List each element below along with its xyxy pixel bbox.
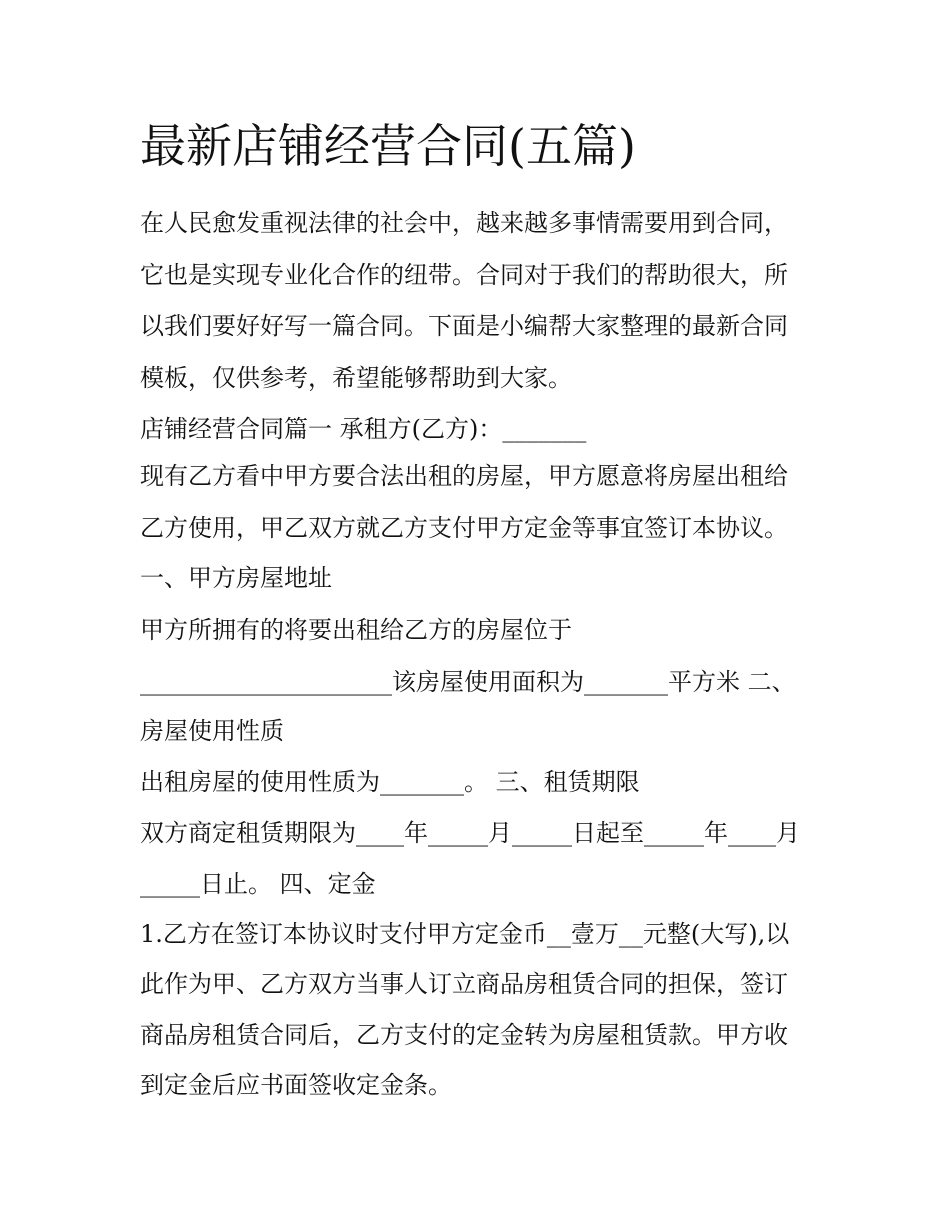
intro-line-4: 模板，仅供参考，希望能够帮助到大家。 bbox=[140, 364, 572, 392]
contract-body-line-2: 乙方使用，甲乙双方就乙方支付甲方定金等事宜签订本协议。 bbox=[140, 514, 788, 542]
intro-line-3: 以我们要好好写一篇合同。下面是小编帮大家整理的最新合同 bbox=[140, 312, 788, 340]
section-1-heading: 一、甲方房屋地址 bbox=[140, 564, 332, 592]
section-4-body-line-3: 商品房租赁合同后，乙方支付的定金转为房屋租赁款。甲方收 bbox=[140, 1021, 788, 1049]
section-3-body-line-1: 双方商定租赁期限为____年_____月_____日起至_____年____月 bbox=[140, 819, 800, 847]
section-4-body-line-2: 此作为甲、乙方双方当事人订立商品房租赁合同的担保，签订 bbox=[140, 970, 788, 998]
section-4-body-line-1: 1.乙方在签订本协议时支付甲方定金币__壹万__元整(大写),以 bbox=[140, 920, 790, 948]
section-3-body-line-2: _____日止。 四、定金 bbox=[140, 870, 376, 898]
intro-line-1: 在人民愈发重视法律的社会中，越来越多事情需要用到合同， bbox=[140, 209, 788, 237]
intro-line-2: 它也是实现专业化合作的纽带。合同对于我们的帮助很大，所 bbox=[140, 261, 788, 289]
document-title: 最新店铺经营合同(五篇) bbox=[140, 119, 636, 173]
contract-heading-line: 店铺经营合同篇一 承租方(乙方)：_______ bbox=[140, 415, 587, 443]
section-2-heading: 房屋使用性质 bbox=[140, 717, 284, 745]
section-2-body-line: 出租房屋的使用性质为_______。 三、租赁期限 bbox=[140, 768, 640, 796]
section-4-body-line-4: 到定金后应书面签收定金条。 bbox=[140, 1071, 452, 1099]
section-1-body-line-1: 甲方所拥有的将要出租给乙方的房屋位于 bbox=[140, 616, 572, 644]
contract-body-line-1: 现有乙方看中甲方要合法出租的房屋，甲方愿意将房屋出租给 bbox=[140, 462, 788, 490]
section-1-body-line-2: _____________________该房屋使用面积为_______平方米 二、 bbox=[140, 668, 796, 696]
